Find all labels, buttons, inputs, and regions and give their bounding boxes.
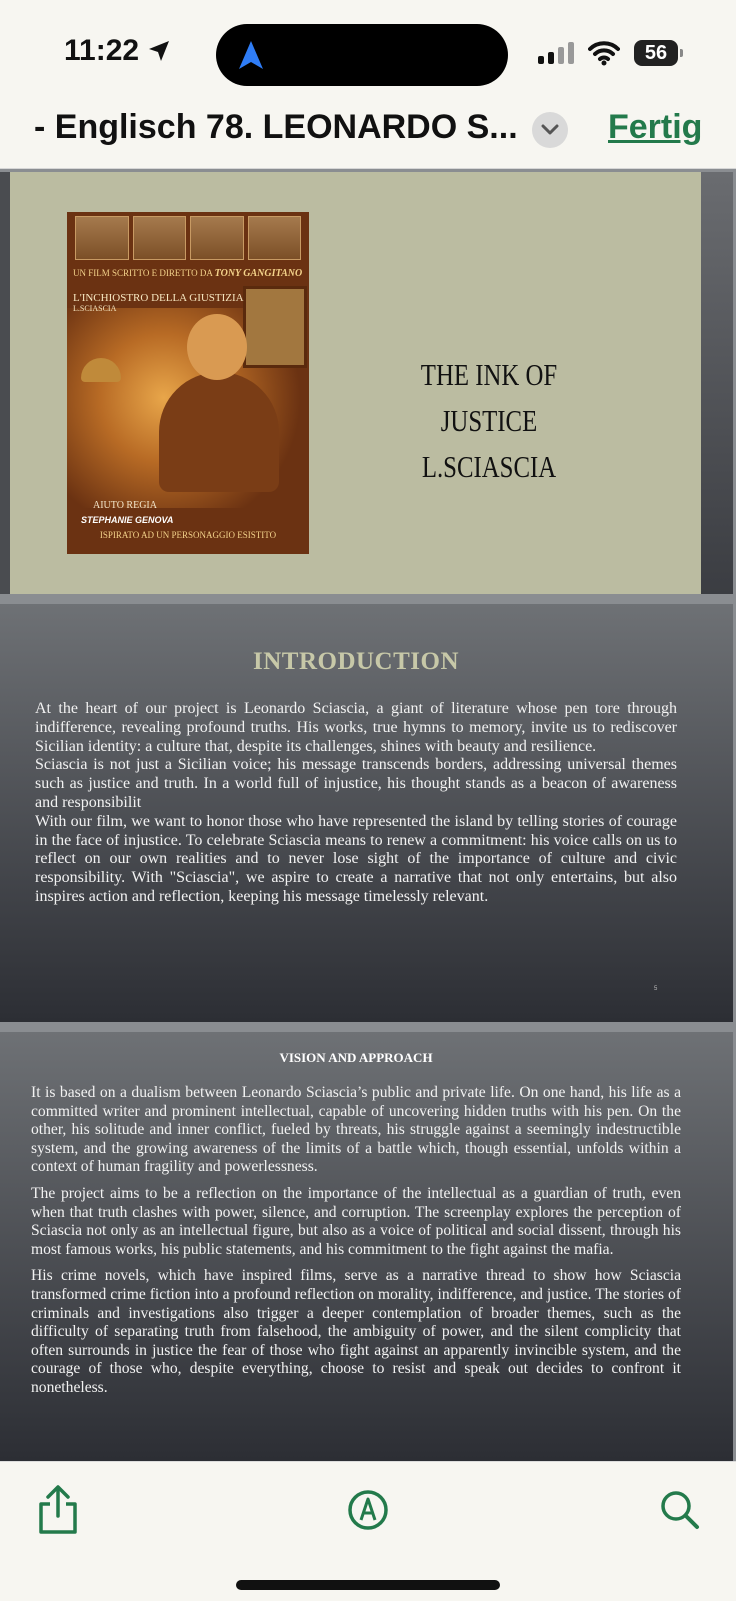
wifi-icon <box>588 40 620 66</box>
navigation-arrow-icon <box>234 38 268 72</box>
navigation-bar <box>0 100 736 169</box>
search-icon <box>659 1489 701 1531</box>
poster-credit-name: TONY GANGITANO <box>214 268 303 279</box>
done-button[interactable]: Fertig <box>608 108 703 146</box>
introduction-heading: INTRODUCTION <box>252 648 460 675</box>
vision-paragraph-3: His crime novels, which have inspired films, serve as a narrative thread to show how Sciascia transformed crime fiction into a profound reflection on morality, indifference, and justice. The stories of criminals and investigations also trigger a deeper contemplation of broader themes, such as the difficulty of separating truth from falsehood, the ambiguity of power, and the silent complicity that often surrounds in justice the fear of those who fight against an apparently invincible system, and the courage of those who, despite everything, choose to resist and speak out decides to confront it nonetheless. <box>31 1267 681 1396</box>
time-text: 11:22 <box>64 34 140 67</box>
poster-film-name: L'INCHIOSTRO DELLA GIUSTIZIA <box>73 292 244 304</box>
slide-title-line1: THE INK OF JUSTICE <box>420 357 558 438</box>
dynamic-island <box>216 24 508 86</box>
battery-icon <box>634 40 678 66</box>
location-arrow-icon <box>147 39 171 63</box>
title-menu-button[interactable] <box>532 112 568 148</box>
poster-figure-body <box>159 372 279 492</box>
vision-body <box>31 1084 681 1406</box>
status-bar <box>0 0 736 100</box>
cellular-signal-icon <box>538 42 574 64</box>
poster-portrait-frame <box>243 286 307 368</box>
movie-poster-image <box>67 212 309 554</box>
slide-title-line2: L.SCIASCIA <box>421 449 557 484</box>
poster-city-images <box>75 216 301 260</box>
share-button[interactable] <box>28 1480 88 1540</box>
slide-title <box>10 172 701 594</box>
battery-level: 56 <box>644 41 668 64</box>
poster-inspired: ISPIRATO AD UN PERSONAGGIO ESISTITO <box>99 530 277 540</box>
poster-aiuto: AIUTO REGIA <box>93 500 157 511</box>
search-button[interactable] <box>650 1480 710 1540</box>
vision-paragraph-2: The project aims to be a reflection on the importance of the intellectual as a guardian of truth, even when that truth clashes with power, silence, and corruption. The screenplay explores the perception of Sciascia not only as an intellectual figure, but also as a voice of political and social dissent, through his most famous works, his public statements, and his commitment to the fight against the mafia. <box>31 1184 681 1258</box>
poster-film-subtitle: L.SCIASCIA <box>73 304 117 313</box>
bottom-toolbar <box>0 1461 736 1601</box>
page-number: 5 <box>654 986 658 992</box>
markup-pen-icon <box>346 1488 390 1532</box>
poster-film-title <box>73 292 244 313</box>
home-indicator[interactable] <box>236 1580 500 1590</box>
clock <box>64 34 171 68</box>
markup-button[interactable] <box>338 1480 398 1540</box>
poster-figure-head <box>187 314 247 380</box>
chevron-down-icon <box>541 124 559 136</box>
document-title[interactable]: - Englisch 78. LEONARDO S... <box>34 108 518 146</box>
share-icon <box>36 1484 80 1536</box>
intro-paragraph-1: At the heart of our project is Leonardo Sciascia, a giant of literature whose pen tore through indifference, revealing profound truths. His works, true hymns to memory, invite us to rediscover Sicilian identity: a culture that, despite its challenges, shines with beauty and resilience. <box>35 700 677 755</box>
page-edge <box>0 172 10 594</box>
poster-stephanie: STEPHANIE GENOVA <box>81 515 174 525</box>
vision-paragraph-1: It is based on a dualism between Leonardo Sciascia’s public and private life. On one hand, his life as a committed writer and prominent intellectual, capable of uncovering hidden truths with his pen. On the other, his solitude and inner conflict, fueled by threats, his struggle against a seemingly indestructible system, and the growing awareness of the limits of a battle which, though essential, unfolds within a context of human fragility and powerlessness. <box>31 1084 681 1176</box>
vision-heading: VISION AND APPROACH <box>279 1050 433 1065</box>
poster-credit <box>73 268 302 279</box>
introduction-body <box>35 700 677 907</box>
poster-credit-prefix: UN FILM SCRITTO E DIRETTO DA <box>73 268 213 278</box>
slide-introduction <box>0 604 733 1022</box>
intro-paragraph-2: Sciascia is not just a Sicilian voice; his message transcends borders, addressing universal themes such as justice and truth. In a world full of injustice, his thought stands as a beacon of awareness and responsibilit <box>35 756 677 811</box>
slide-title-text <box>389 352 589 490</box>
page-edge-right <box>701 172 733 594</box>
document-viewer[interactable] <box>0 169 736 1461</box>
slide-vision <box>0 1032 733 1461</box>
intro-paragraph-3: With our film, we want to honor those who have represented the island by telling stories of courage in the face of injustice. To celebrate Sciascia means to renew a commitment: his voice calls on us to reflect on our own realities and to never lose sight of the importance of culture and civic responsibility. With "Sciascia", we aspire to create a narrative that not only entertains, but also inspires action and reflection, keeping his message timelessly relevant. <box>35 812 677 905</box>
